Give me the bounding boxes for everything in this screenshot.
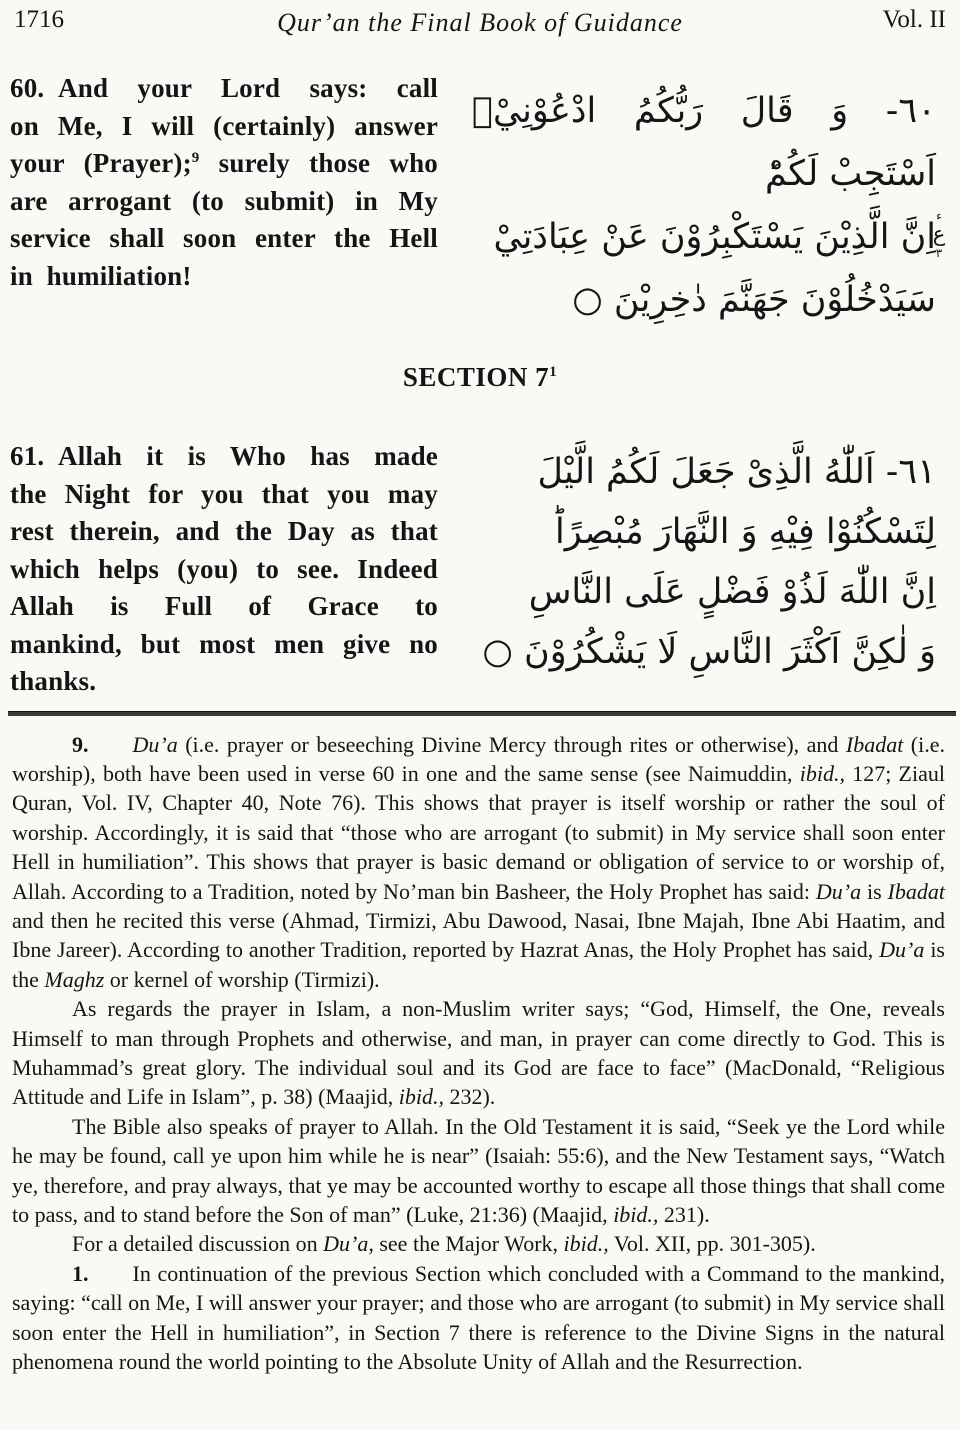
text-segment: see the Major Work, [373,1231,564,1257]
text-segment: are arrogant (to submit) in My [10,185,438,216]
verse-60-arabic-line [472,80,936,206]
verse-61-arabic [438,438,950,682]
verse-60-english [10,70,438,295]
text-segment: اِنَّ اللّٰهَ لَذُوْ فَضْلٍ عَلَى النَّاسِ [528,572,936,612]
page-number: 1716 [14,6,64,33]
text-segment: (i.e. worship), both have been used in verse 60 in one and the same sense (see Naimuddin, [12,731,946,786]
text-segment: thanks. [10,666,97,696]
text-segment: ibid., [563,1231,609,1257]
text-segment: rest therein, and the Day as that [10,516,438,546]
verse-61-english-line [10,476,438,514]
verse-60-english-line [10,220,438,258]
verse-60-english-line [10,108,438,146]
verse-60-row [0,70,960,332]
text-segment: Du’a [815,878,862,904]
text-segment: Allah is Full of Grace to [10,591,438,621]
text-segment: In continuation of the previous Section which concluded with a Command to the mankind, saying: “call on Me, I will answer your prayer; and those who are arrogant (to submit) in My service shall soon enter the Hell in humiliation”, in Section 7 there is reference to the Divine Signs in the natural phenomena round the world pointing to the Absolute Unity of Allah and the Resurrection. [12,1260,945,1375]
text-segment: which helps (you) to see. Indeed [10,553,438,584]
text-segment: اِنَّ الَّذِيْنَ يَسْتَكْبِرُوْنَ عَنْ عِبَادَتِيْ [493,217,936,257]
footnote-paragraph [12,1112,945,1230]
ruku-marker-bottom: ٣ [935,246,943,260]
verse-60-english-line [10,70,438,108]
verse-60-arabic [438,70,950,332]
verse-60-english-line [10,145,438,183]
footnote-paragraph [12,1229,945,1258]
verse-61-arabic-line [472,502,936,562]
verse-61-english-line [10,551,438,589]
page-header [0,0,960,50]
footnote-paragraph [12,730,945,995]
text-segment: Maghz [44,966,105,992]
text-segment: ٦٠- وَ قَالَ رَبُّكُمُ ادْعُوْنِيْۤ اَسْتَجِبْ لَكُمْؕ [472,91,936,194]
ruku-marker-top: ء [936,209,942,223]
text-segment: The Bible also speaks of prayer to Allah. In the Old Testament it is said, “Seek ye the Lord while he may be found, call ye upon him while he is near” (Isaiah: 55:6), and the New Testament says, “Watch ye, therefore, and pray always, that ye may be accounted worthy to escape all those things that shall come to pass, and to stand before the Son of man” (Luke, 21:36) (Maajid, [12,1113,945,1227]
text-segment: Vol. XII, pp. 301-305). [608,1231,816,1257]
text-segment: ibid., [398,1084,444,1110]
text-segment: 60. And your Lord says: call [10,73,438,103]
volume-label: Vol. II [882,6,946,33]
text-segment: mankind, but most men give no [10,628,438,659]
text-segment: 231). [658,1202,710,1227]
text-segment: Du’a [132,731,178,757]
text-segment: 61. Allah it is Who has made [10,441,438,471]
verse-61-english-line [10,663,438,701]
text-segment: ٦١- اَللّٰهُ الَّذِىْ جَعَلَ لَكُمُ الَّيْلَ [537,452,936,492]
text-segment: ibid., [799,760,845,786]
verse-61-english-line [10,513,438,551]
text-segment: Ibadat [887,878,945,904]
text-segment: in humiliation! [10,260,192,291]
verse-61-english-line [10,626,438,664]
text-segment: your (Prayer); [10,148,192,178]
verse-61-row [0,438,960,701]
footnote-paragraph [12,1259,945,1377]
text-segment: Ibadat [845,731,904,757]
verse-61-arabic-line [472,562,936,622]
section-footnote-ref: 1 [549,364,558,380]
text-segment: service shall soon enter the Hell [10,223,438,253]
text-segment: 127; Ziaul Quran, Vol. IV, Chapter 40, Note 76). This shows that prayer is itself worship or rather the soul of worship. Accordingly, it is said that “those who are arrogant (to submit) in My service shall soon enter Hell in humiliation”. This shows that prayer is basic demand or obligation of service to or worship of, Allah. According to a Tradition, noted by No’man bin Basheer, the Holy Prophet has said: [12,760,945,904]
verse-61-arabic-line [472,442,936,502]
footnotes-section [0,716,960,1377]
text-segment: the Night for you that you may [10,478,438,509]
ruku-marker [926,210,952,259]
text-segment: is the [12,937,945,992]
text-segment: (i.e. prayer or beseeching Divine Mercy through rites or otherwise), and [177,731,846,757]
text-segment: is [861,878,888,904]
text-segment: Du’a [879,937,925,963]
text-segment: سَيَدْخُلُوْنَ جَهَنَّمَ دٰخِرِيْنَ ○ [572,280,936,320]
text-segment: ibid., [613,1202,659,1227]
verse-60-english-line [10,258,438,296]
book-title: Qur’an the Final Book of Guidance [277,8,683,37]
footnote-paragraph [12,994,945,1112]
ruku-marker-letter: ع [932,222,946,246]
text-segment: surely those who [199,148,439,178]
verse-61-arabic-line [472,622,936,682]
text-segment: 232). [443,1084,496,1110]
verse-61-english [10,438,438,701]
section-heading [0,362,960,398]
footnote-ref: 9 [191,150,200,166]
verse-61-english-line [10,438,438,476]
text-segment: For a detailed discussion on [72,1231,324,1257]
verse-60-arabic-line [472,269,936,332]
text-segment: on Me, I will (certainly) answer [10,110,438,141]
section-heading-text: SECTION 7 [402,362,550,392]
verse-61-english-line [10,588,438,626]
footnote-number: 9. [72,731,89,757]
verse-60-english-line [10,183,438,221]
text-segment: and then he recited this verse (Ahmad, Tirmizi, Abu Dawood, Nasai, Ibne Majah, Ibne Abi Haatim, and Ibne Jareer). According to another Tradition, reported by Hazrat Anas, the Holy Prophet has said, [12,907,945,963]
text-segment: Du’a, [323,1231,374,1257]
text-segment: As regards the prayer in Islam, a non-Muslim writer says; “God, Himself, the One, reveals Himself to man through Prophets and otherwise, and man, in prayer can come directly to God. This is Muhammad’s great glory. The individual soul and its God are face to face” (MacDonald, “Religious Attitude and Life in Islam”, p. 38) (Maajid, [12,996,945,1110]
text-segment: لِتَسْكُنُوْا فِيْهِ وَ النَّهَارَ مُبْصِرًاؕ [555,512,936,552]
text-segment: or kernel of worship (Tirmizi). [104,966,380,992]
footnote-number: 1. [72,1260,89,1286]
verse-60-arabic-line [472,206,936,269]
text-segment: وَ لٰكِنَّ اَكْثَرَ النَّاسِ لَا يَشْكُرُوْنَ ○ [482,632,936,672]
